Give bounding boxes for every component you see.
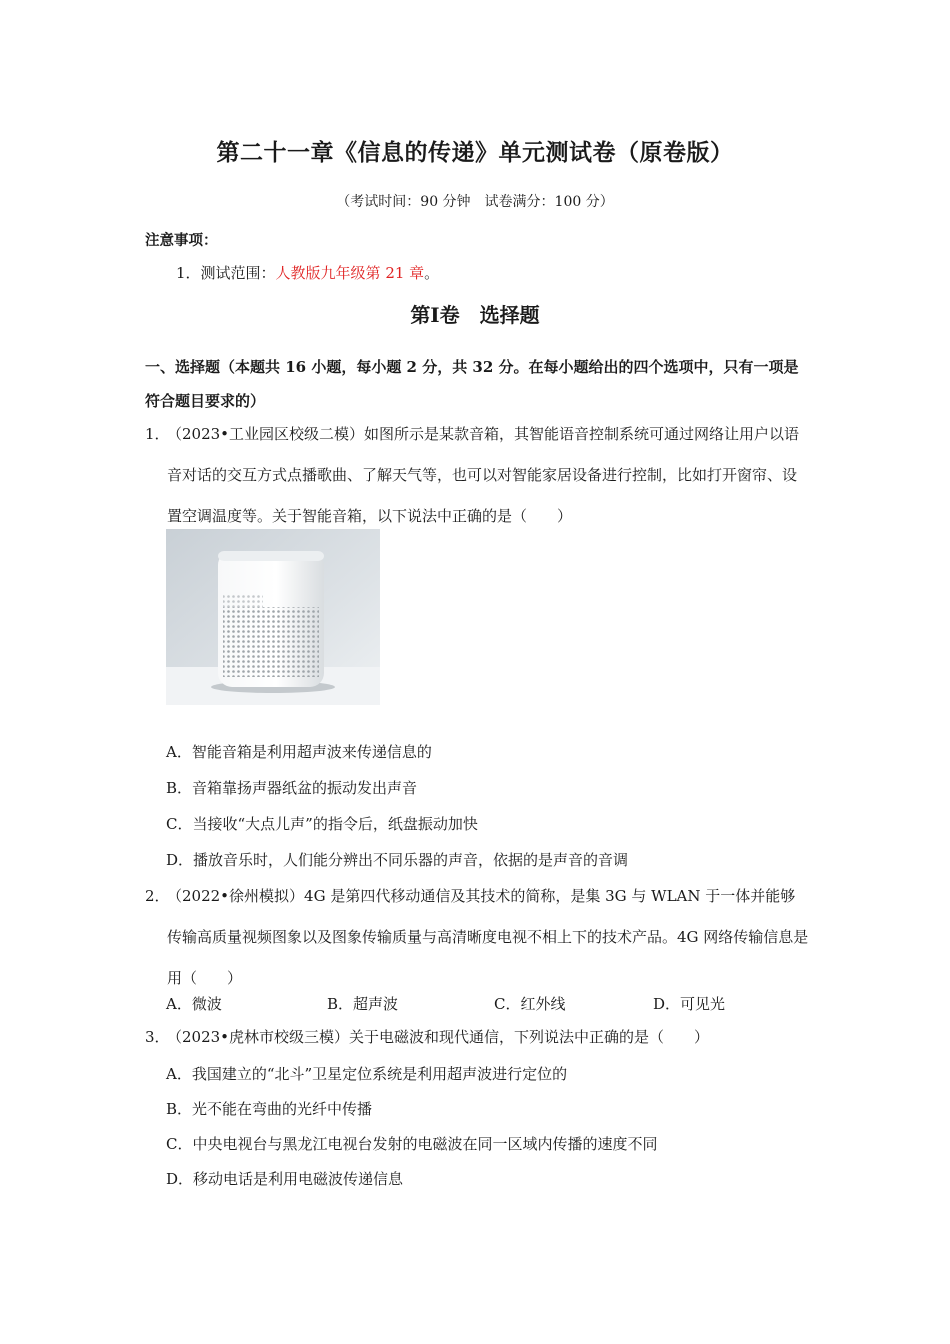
- smart-speaker-image: [166, 529, 380, 705]
- section-title: 第Ⅰ卷 选择题: [410, 303, 540, 327]
- option-a: A．智能音箱是利用超声波来传递信息的: [166, 743, 432, 761]
- question-number: 3．: [145, 1028, 170, 1046]
- option-c: C．红外线: [494, 995, 566, 1013]
- option-c: C．中央电视台与黑龙江电视台发射的电磁波在同一区域内传播的速度不同: [166, 1135, 658, 1153]
- notice-title: 注意事项：: [145, 232, 218, 249]
- option-d: D．播放音乐时，人们能分辨出不同乐器的声音，依据的是声音的音调: [166, 851, 629, 869]
- question-text: （2023•工业园区校级二模）如图所示是某款音箱，其智能语音控制系统可通过网络让用户以语音对话的交互方式点播歌曲、了解天气等，也可以对智能家居设备进行控制，比如打开窗帘、设置空调温度等。关于智能音箱，以下说法中正确的是（ ）: [167, 425, 800, 525]
- option-c: C．当接收“大点儿声”的指令后，纸盘振动加快: [166, 815, 478, 833]
- notice-item-prefix: 1．测试范围：: [176, 264, 276, 282]
- question-number: 2．: [145, 887, 170, 905]
- option-b: B．光不能在弯曲的光纤中传播: [166, 1100, 373, 1118]
- part-heading: 一、选择题（本题共 16 小题，每小题 2 分，共 32 分。在每小题给出的四个选项中，只有一项是符合题目要求的）: [145, 358, 799, 410]
- option-a: A．我国建立的“北斗”卫星定位系统是利用超声波进行定位的: [166, 1065, 568, 1083]
- option-a: A．微波: [166, 995, 222, 1013]
- option-d: D．可见光: [653, 995, 726, 1013]
- notice-item-suffix: 。: [424, 264, 440, 282]
- question-2: [145, 876, 810, 999]
- question-1: [145, 414, 810, 537]
- option-b: B．音箱靠扬声器纸盆的振动发出声音: [166, 779, 418, 797]
- notice-item-scope: [176, 262, 439, 283]
- exam-info: （考试时间：90 分钟 试卷满分：100 分）: [336, 194, 614, 210]
- option-b: B．超声波: [327, 995, 399, 1013]
- option-d: D．移动电话是利用电磁波传递信息: [166, 1170, 404, 1188]
- question-3: [145, 1017, 810, 1058]
- page-title: 第二十一章《信息的传递》单元测试卷（原卷版）: [216, 139, 734, 166]
- question-text: （2023•虎林市校级三模）关于电磁波和现代通信，下列说法中正确的是（ ）: [167, 1028, 710, 1046]
- question-number: 1．: [145, 425, 170, 443]
- question-text: （2022•徐州模拟）4G 是第四代移动通信及其技术的简称，是集 3G 与 WLAN 于一体并能够传输高质量视频图象以及图象传输质量与高清晰度电视不相上下的技术产品。4G 网络传输信息是用（ ）: [167, 887, 809, 987]
- notice-item-highlight: 人教版九年级第 21 章: [275, 264, 425, 282]
